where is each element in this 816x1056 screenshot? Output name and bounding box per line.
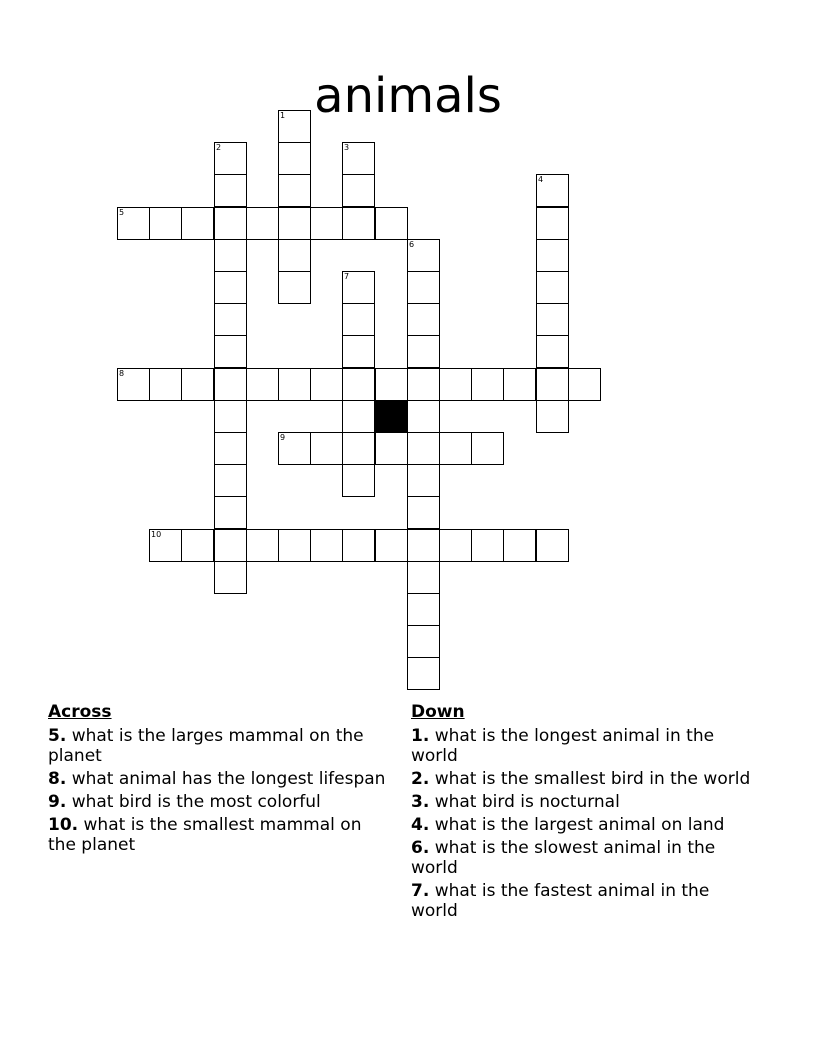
grid-cell[interactable] [214,464,247,497]
clue-down-3 [411,792,756,812]
grid-cell[interactable] [214,432,247,465]
page-title: animals [314,68,502,125]
grid-cell[interactable] [181,529,214,562]
clue-text: what is the largest animal on land [434,815,725,835]
grid-cell[interactable] [407,657,440,690]
grid-cell[interactable] [407,239,440,272]
grid-cell[interactable] [310,207,343,240]
grid-cell[interactable] [536,271,569,304]
grid-cell[interactable] [214,561,247,594]
grid-cell[interactable] [503,529,536,562]
cell-number: 4 [538,175,544,184]
grid-cell[interactable] [149,368,182,401]
cell-number: 1 [280,111,286,120]
grid-cell[interactable] [407,593,440,626]
grid-cell[interactable] [375,432,408,465]
grid-cell[interactable] [342,142,375,175]
grid-cell[interactable] [536,207,569,240]
grid-cell[interactable] [536,335,569,368]
grid-cell[interactable] [407,303,440,336]
clue-text: what is the fastest animal in the world [411,881,710,921]
grid-cell[interactable] [375,368,408,401]
cell-number: 10 [151,530,162,539]
grid-cell[interactable] [149,529,182,562]
clue-down-1 [411,726,756,766]
down-heading: Down [411,702,465,722]
grid-cell[interactable] [407,496,440,529]
across-clues [48,701,393,858]
grid-cell[interactable] [181,207,214,240]
clue-number: 1. [411,726,430,746]
grid-cell[interactable] [278,207,311,240]
grid-cell[interactable] [310,432,343,465]
clue-number: 10. [48,815,79,835]
grid-cell[interactable] [407,432,440,465]
blocked-cell [375,400,408,433]
grid-cell[interactable] [439,529,472,562]
grid-cell[interactable] [407,335,440,368]
grid-cell[interactable] [246,207,279,240]
clue-text: what is the larges mammal on the planet [48,726,364,766]
grid-cell[interactable] [471,432,504,465]
grid-cell[interactable] [536,368,569,401]
clue-number: 9. [48,792,67,812]
grid-cell[interactable] [214,368,247,401]
grid-cell[interactable] [278,529,311,562]
clue-text: what is the longest animal in the world [411,726,715,766]
cell-number: 8 [119,369,125,378]
grid-cell[interactable] [407,464,440,497]
clue-across-9 [48,792,393,812]
clue-text: what is the slowest animal in the world [411,838,716,878]
clue-text: what is the smallest bird in the world [434,769,751,789]
clue-down-6 [411,838,756,878]
grid-cell[interactable] [310,368,343,401]
grid-cell[interactable] [310,529,343,562]
grid-cell[interactable] [214,174,247,207]
clue-number: 2. [411,769,430,789]
clue-down-2 [411,769,756,789]
grid-cell[interactable] [342,174,375,207]
grid-cell[interactable] [536,174,569,207]
grid-cell[interactable] [407,625,440,658]
grid-cell[interactable] [278,174,311,207]
grid-cell[interactable] [214,142,247,175]
grid-cell[interactable] [214,496,247,529]
grid-cell[interactable] [214,400,247,433]
grid-cell[interactable] [246,368,279,401]
grid-cell[interactable] [342,400,375,433]
grid-cell[interactable] [342,207,375,240]
grid-cell[interactable] [407,368,440,401]
grid-cell[interactable] [214,239,247,272]
grid-cell[interactable] [342,529,375,562]
grid-cell[interactable] [214,303,247,336]
grid-cell[interactable] [407,561,440,594]
clue-down-7 [411,881,756,921]
grid-cell[interactable] [568,368,601,401]
grid-cell[interactable] [278,239,311,272]
grid-cell[interactable] [342,303,375,336]
grid-cell[interactable] [536,239,569,272]
grid-cell[interactable] [214,335,247,368]
clue-across-5 [48,726,393,766]
grid-cell[interactable] [117,368,150,401]
grid-cell[interactable] [246,529,279,562]
clue-down-4 [411,815,756,835]
grid-cell[interactable] [407,271,440,304]
grid-cell[interactable] [278,142,311,175]
grid-cell[interactable] [471,368,504,401]
grid-cell[interactable] [214,207,247,240]
grid-cell[interactable] [375,207,408,240]
grid-cell[interactable] [342,432,375,465]
clue-number: 6. [411,838,430,858]
grid-cell[interactable] [278,432,311,465]
grid-cell[interactable] [407,400,440,433]
clue-number: 5. [48,726,67,746]
grid-cell[interactable] [471,529,504,562]
grid-cell[interactable] [439,368,472,401]
grid-cell[interactable] [278,271,311,304]
cell-number: 6 [409,240,415,249]
grid-cell[interactable] [117,207,150,240]
grid-cell[interactable] [278,368,311,401]
clue-across-10 [48,815,393,855]
grid-cell[interactable] [407,529,440,562]
clue-number: 8. [48,769,67,789]
clue-text: what is the smallest mammal on the planet [48,815,362,855]
clue-text: what animal has the longest lifespan [71,769,386,789]
grid-cell[interactable] [536,529,569,562]
grid-cell[interactable] [503,368,536,401]
grid-cell[interactable] [439,432,472,465]
across-heading: Across [48,702,112,722]
clue-number: 7. [411,881,430,901]
cell-number: 7 [344,272,350,281]
clue-number: 3. [411,792,430,812]
clue-number: 4. [411,815,430,835]
cell-number: 9 [280,433,286,442]
clue-text: what bird is the most colorful [71,792,321,812]
grid-cell[interactable] [342,335,375,368]
cell-number: 2 [216,143,222,152]
grid-cell[interactable] [342,271,375,304]
grid-cell[interactable] [278,110,311,143]
grid-cell[interactable] [536,400,569,433]
clue-across-8 [48,769,393,789]
grid-cell[interactable] [342,464,375,497]
grid-cell[interactable] [181,368,214,401]
grid-cell[interactable] [149,207,182,240]
down-clues [411,701,756,924]
grid-cell[interactable] [214,529,247,562]
grid-cell[interactable] [214,271,247,304]
cell-number: 3 [344,143,350,152]
cell-number: 5 [119,208,125,217]
grid-cell[interactable] [375,529,408,562]
grid-cell[interactable] [342,368,375,401]
grid-cell[interactable] [536,303,569,336]
clue-text: what bird is nocturnal [434,792,620,812]
